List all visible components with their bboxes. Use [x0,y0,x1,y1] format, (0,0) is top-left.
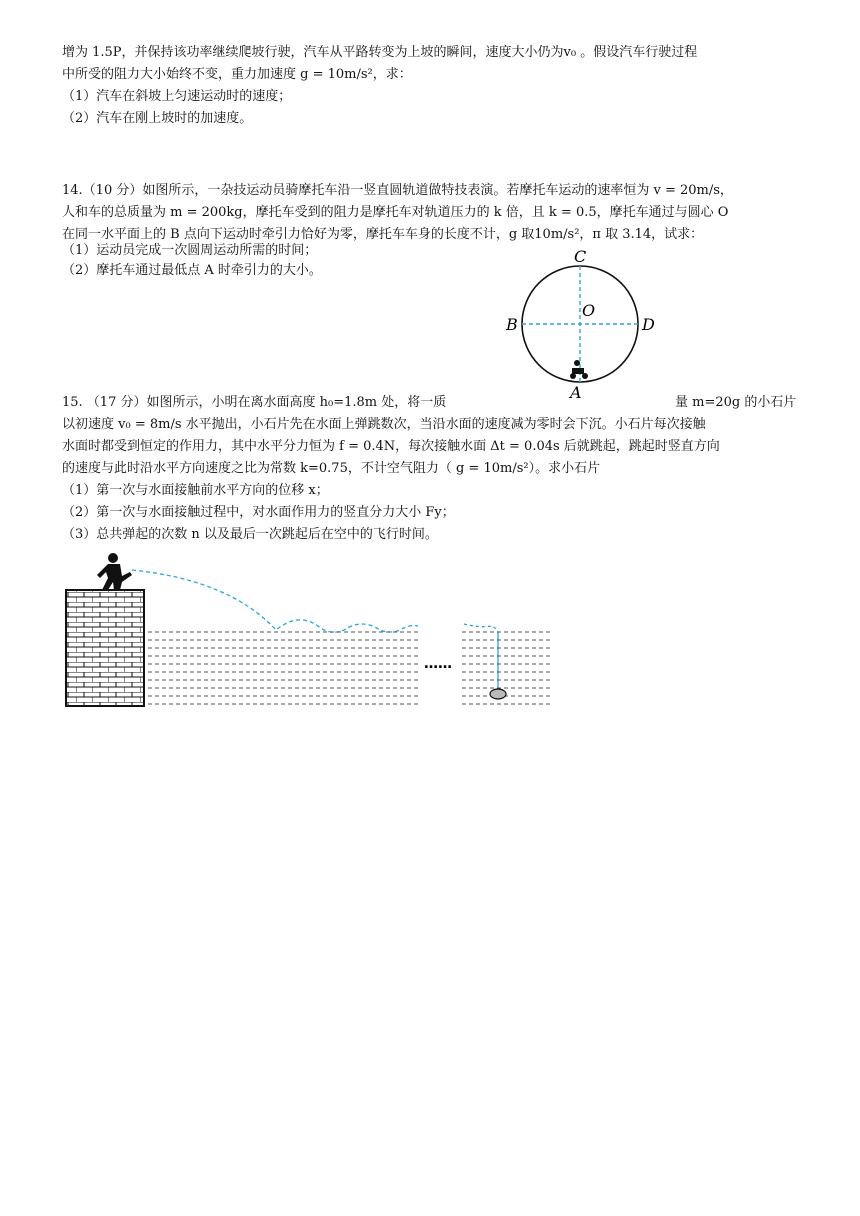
label-o: O [582,301,596,320]
q14-sub1: （1）运动员完成一次圆周运动所需的时间； [62,243,318,258]
label-a: A [570,383,582,400]
ellipsis-mark: …… [424,656,452,672]
label-d: D [642,315,655,334]
stone-skipping-figure [60,552,560,712]
brick-platform [66,590,144,706]
circle-track-figure [500,244,670,400]
label-b: B [506,315,518,334]
label-c: C [574,247,587,266]
q13-sub2: （2）汽车在刚上坡时的加速度。 [62,111,253,126]
motorcycle-rider-icon [570,360,588,379]
q15-sub1: （1）第一次与水面接触前水平方向的位移 x； [62,483,329,498]
q14-line1: 14.（10 分）如图所示，一杂技运动员骑摩托车沿一竖直圆轨道做特技表演。若摩托车运动的速率恒为 v = 20m/s， [62,183,733,198]
q13-sub1: （1）汽车在斜坡上匀速运动时的速度； [62,89,292,104]
q15-line1-left: 15. （17 分）如图所示，小明在离水面高度 h₀=1.8m 处，将一质 [62,395,447,410]
q14-sub2: （2）摩托车通过最低点 A 时牵引力的大小。 [62,263,322,278]
q13-line2: 中所受的阻力大小始终不变，重力加速度 g = 10m/s²，求： [62,67,412,82]
person-throwing-icon [97,553,132,590]
stone-trajectory [132,570,418,632]
q15-line2: 以初速度 v₀ = 8m/s 水平抛出，小石片先在水面上弹跳数次，当沿水面的速度减为零时会下沉。小石片每次接触 [62,417,706,432]
q13-line1: 增为 1.5P，并保持该功率继续爬坡行驶，汽车从平路转变为上坡的瞬间，速度大小仍为v₀ 。假设汽车行驶过程 [62,45,698,60]
q15-sub3: （3）总共弹起的次数 n 以及最后一次跳起后在空中的飞行时间。 [62,527,438,542]
q15-line4: 的速度与此时沿水平方向速度之比为常数 k=0.75，不计空气阻力（ g = 10m/s²）。求小石片 [62,461,601,476]
stone-icon [490,689,506,699]
q14-line2: 人和车的总质量为 m = 200kg，摩托车受到的阻力是摩托车对轨道压力的 k 倍，且 k = 0.5，摩托车通过与圆心 O [62,205,729,220]
q15-sub2: （2）第一次与水面接触过程中，对水面作用力的竖直分力大小 Fy； [62,505,455,520]
stone-final-hop [464,624,498,632]
q14-line3: 在同一水平面上的 B 点向下运动时牵引力恰好为零，摩托车车身的长度不计，g 取10m/s²，π 取 3.14，试求： [62,227,704,242]
q15-line3: 水面时都受到恒定的作用力，其中水平分力恒为 f = 0.4N，每次接触水面 Δt = 0.04s 后就跳起，跳起时竖直方向 [62,439,720,454]
q15-line1-right: 量 m=20g 的小石片 [675,395,797,410]
